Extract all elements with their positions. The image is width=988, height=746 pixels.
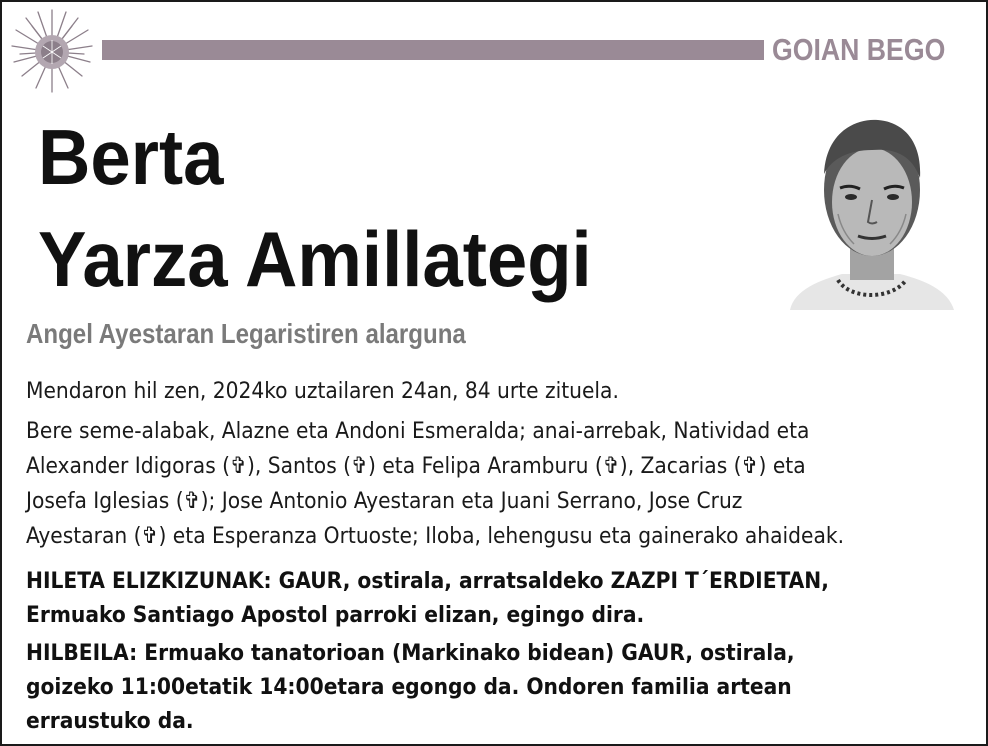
wake-line: HILBEILA: Ermuako tanatorioan (Markinako bidean) GAUR, ostirala, (26, 640, 795, 666)
spouse-line: Angel Ayestaran Legaristiren alarguna (26, 318, 466, 349)
wake-line: erraustuko da. (26, 708, 194, 734)
family-line: Josefa Iglesias (✞); Jose Antonio Ayestaran eta Juani Serrano, Jose Cruz (26, 488, 743, 514)
deceased-surnames: Yarza Amillategi (38, 215, 592, 303)
funeral-line: Ermuako Santiago Apostol parroki elizan, egingo dira. (26, 602, 645, 628)
family-line: Ayestaran (✞) eta Esperanza Ortuoste; Iloba, lehengusu eta gainerako ahaideak. (26, 523, 845, 549)
thistle-flower-icon (8, 6, 96, 96)
deceased-first-name: Berta (38, 113, 224, 201)
portrait-photo (780, 94, 962, 310)
family-line: Alexander Idigoras (✞), Santos (✞) eta Felipa Aramburu (✞), Zacarias (✞) eta (26, 453, 806, 479)
header-bar (102, 40, 764, 60)
family-paragraph (26, 414, 956, 554)
wake-info (26, 636, 956, 738)
wake-line: goizeko 11:00etatik 14:00etara egongo da. Ondoren familia artean (26, 674, 792, 700)
funeral-line: HILETA ELIZKIZUNAK: GAUR, ostirala, arratsaldeko ZAZPI T´ERDIETAN, (26, 568, 829, 594)
funeral-info (26, 564, 956, 632)
family-line: Bere seme-alabak, Alazne eta Andoni Esmeralda; anai-arrebak, Natividad eta (26, 418, 810, 444)
section-label: GOIAN BEGO (772, 32, 946, 67)
death-statement: Mendaron hil zen, 2024ko uztailaren 24an, 84 urte zituela. (26, 378, 619, 404)
